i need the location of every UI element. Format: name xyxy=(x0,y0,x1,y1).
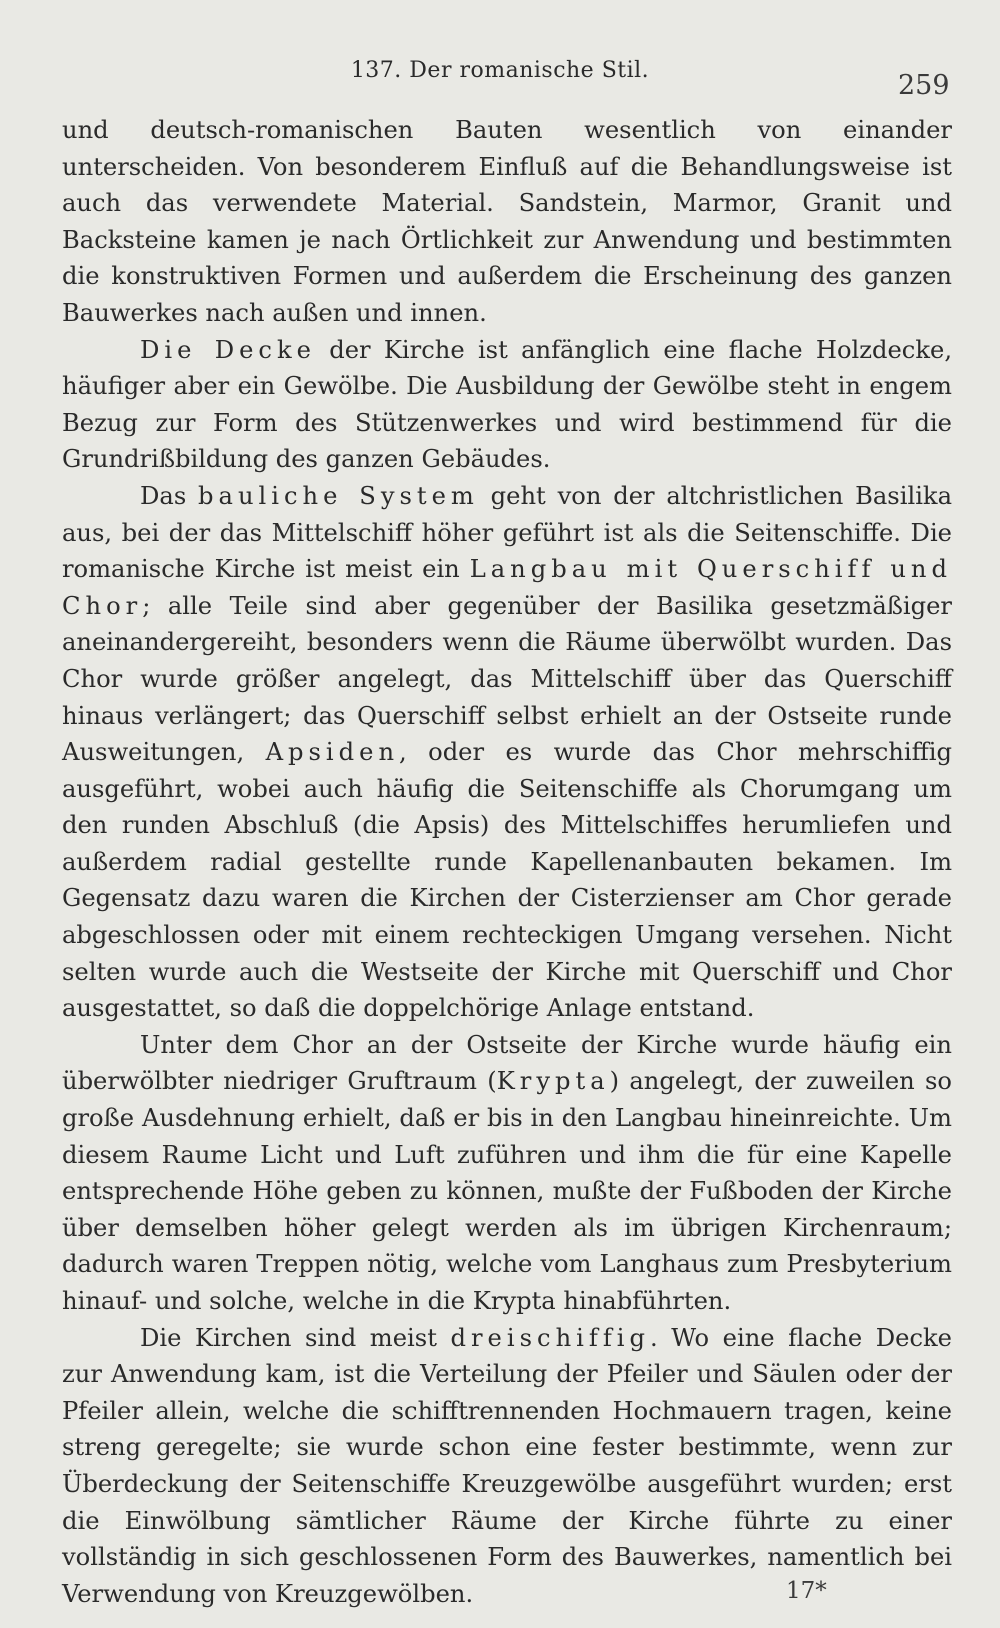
emphasis-dreischiffig: dreischiffig xyxy=(450,1323,651,1352)
paragraph-2-text: der Kirche ist anfänglich eine flache Holzdecke, häufiger aber ein Gewölbe. Die Ausbildung der Gewölbe steht in engem Bezug zur Form des Stützenwerkes und wird bestimmend für die Grundrißbildung des ganzen Gebäudes. xyxy=(62,335,953,474)
emphasis-krypta: Krypta xyxy=(496,1067,610,1096)
emphasis-apsiden: Apsiden xyxy=(265,738,400,767)
paragraph-5-part-1: Die Kirchen sind meist xyxy=(140,1323,451,1352)
signature-mark: 17* xyxy=(786,1578,827,1604)
paragraph-5-part-2: . Wo eine flache Decke zur Anwendung kam, ist die Verteilung der Pfeiler und Säulen oder der Pfeiler allein, welche die schifftrennenden Hochmauern tragen, keine streng geregelte; sie wurde schon eine fester bestimmte, wenn zur Überdeckung der Seitenschiffe Kreuzgewölbe ausgeführt wurden; erst die Einwölbung sämtlicher Räume der Kirche führte zu einer vollständig in sich geschlossenen Form des Bauwerkes, namentlich bei Verwendung von Kreuzgewölben. xyxy=(62,1323,952,1608)
paragraph-3-part-3: ; alle Teile sind aber gegenüber der Basilika gesetzmäßiger aneinandergereiht, besonders wenn die Räume überwölbt wurden. Das Chor wurde größer angelegt, das Mittelschiff über das Querschiff hinaus verlängert; das Querschiff selbst erhielt an der Ostseite runde Ausweitungen, xyxy=(62,591,952,767)
emphasis-bauliche-system: bauliche System xyxy=(198,481,479,510)
paragraph-1: und deutsch-romanischen Bauten wesentlich von einander unterscheiden. Von besonderem Einfluß auf die Behandlungsweise ist auch das verwendete Material. Sandstein, Marmor, Granit und Backsteine kamen je nach Örtlichkeit zur Anwendung und bestimmten die konstruktiven Formen und außerdem die Erscheinung des ganzen Bauwerkes nach außen und innen. xyxy=(62,116,952,327)
paragraph-3-part-1: Das xyxy=(140,481,199,510)
paragraph-3-part-2: geht von der altchristlichen Basilika aus, bei der das Mittelschiff höher geführt ist als die Seitenschiffe. Die romanische Kirche ist meist ein xyxy=(62,481,953,584)
paragraph-3 xyxy=(62,478,952,1027)
running-title: 137. Der romanische Stil. xyxy=(350,58,650,83)
page-number: 259 xyxy=(898,70,950,101)
paragraph-4-part-1: Unter dem Chor an der Ostseite der Kirche wurde häufig ein überwölbter niedriger Gruftraum ( xyxy=(62,1030,952,1096)
paragraph-2 xyxy=(62,332,952,478)
paragraph-4 xyxy=(62,1027,952,1320)
paragraph-4-part-2: ) angelegt, der zuweilen so große Ausdehnung erhielt, daß er bis in den Langbau hineinreichte. Um diesem Raume Licht und Luft zuführen und ihm die für eine Kapelle entsprechende Höhe geben zu können, mußte der Fußboden der Kirche über demselben höher gelegt werden als im übrigen Kirchenraum; dadurch waren Treppen nötig, welche vom Langhaus zum Presbyterium hinauf- und solche, welche in die Krypta hinabführten. xyxy=(62,1067,952,1315)
emphasis-langbau: Langbau mit Querschiff und Chor xyxy=(62,555,952,620)
body-text xyxy=(62,112,952,1612)
paragraph-3-part-4: , oder es wurde das Chor mehrschiffig ausgeführt, wobei auch häufig die Seitenschiffe als Chorumgang um den runden Abschluß (die Apsis) des Mittelschiffes herumliefen und außerdem radial gestellte runde Kapellenanbauten bekamen. Im Gegensatz dazu waren die Kirchen der Cisterzienser am Chor gerade abgeschlossen oder mit einem rechteckigen Umgang versehen. Nicht selten wurde auch die Westseite der Kirche mit Querschiff und Chor ausgestattet, so daß die doppelchörige Anlage entstand. xyxy=(62,738,953,1023)
paragraph-5 xyxy=(62,1320,952,1613)
emphasis-decke: Die Decke xyxy=(140,335,316,364)
